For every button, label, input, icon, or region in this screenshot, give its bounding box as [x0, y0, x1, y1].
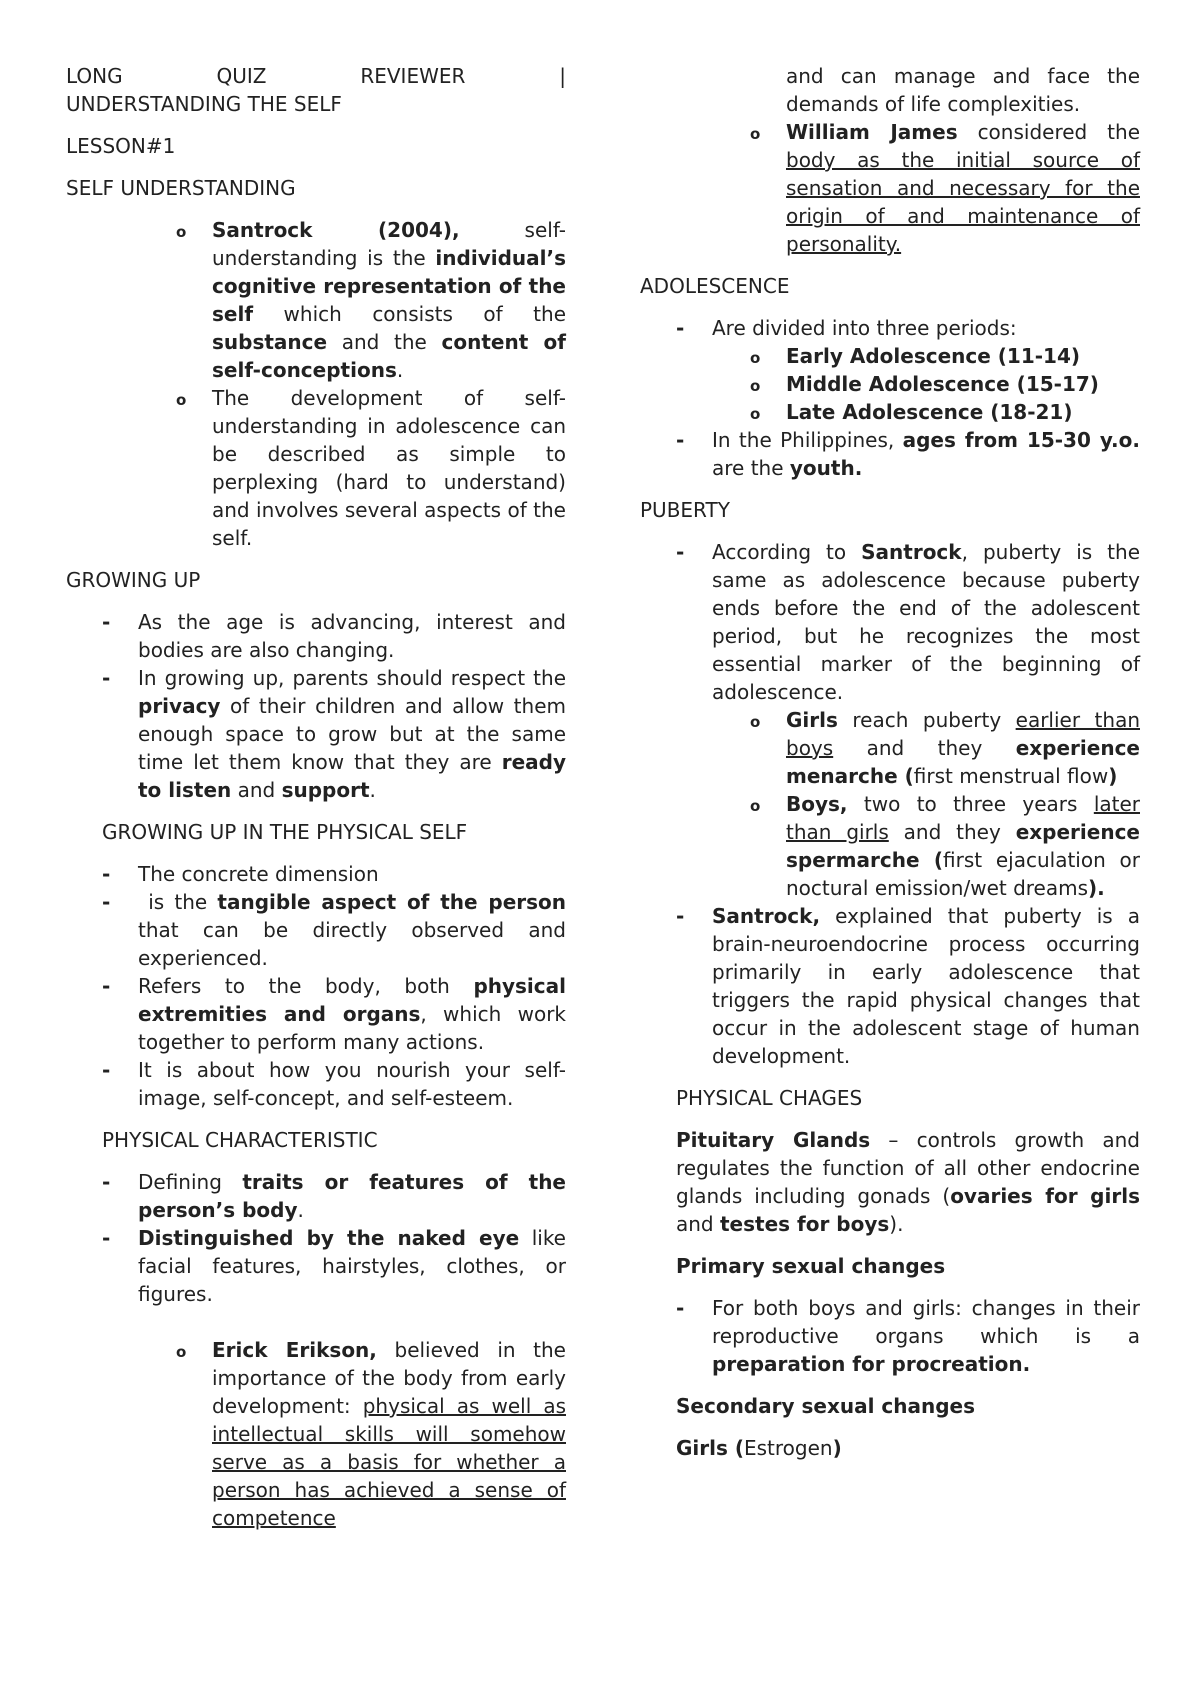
list-item: o Erick Erikson, believed in the importance of the body from early development: physical as well as intellectual skills will somehow serve as a basis for whether a person has achieved a sense of competence	[176, 1338, 566, 1530]
list-item: - The concrete dimension	[102, 862, 379, 886]
section-heading-growing-up: GROWING UP	[66, 568, 201, 592]
section-heading-physical-changes: PHYSICAL CHAGES	[676, 1086, 863, 1110]
list-item: - Are divided into three periods: o Early Adolescence (11-14) o Middle Adolescence (15-17) o Late Adolescence (18-21)	[640, 314, 1140, 426]
puberty-list	[640, 538, 1140, 1070]
primary-changes-list	[640, 1294, 1140, 1378]
right-column	[640, 62, 1140, 1476]
title-word: LONG	[66, 64, 123, 88]
growing-up-list	[66, 608, 566, 804]
list-item: o Late Adolescence (18-21)	[712, 398, 1140, 426]
title-word: REVIEWER	[360, 64, 466, 88]
circle-bullet-icon: o	[750, 349, 761, 367]
list-item: - Defining traits or features of the person’s body.	[102, 1170, 566, 1222]
erikson-list	[66, 1336, 566, 1532]
list-item: - is the tangible aspect of the person that can be directly observed and experienced.	[102, 890, 566, 970]
list-item: o Boys, two to three years later than girls and they experience spermarche (first ejaculation or noctural emission/wet dreams).	[750, 792, 1140, 900]
pituitary-paragraph: Pituitary Glands – controls growth and regulates the function of all other endocrine glands including gonads (ovaries for girls and testes for boys).	[676, 1128, 1140, 1236]
dash-bullet-icon: -	[102, 974, 111, 998]
dash-bullet-icon: -	[102, 666, 111, 690]
circle-bullet-icon: o	[750, 405, 761, 423]
dash-bullet-icon: -	[676, 1296, 685, 1320]
dash-bullet-icon: -	[102, 1058, 111, 1082]
list-item: - For both boys and girls: changes in their reproductive organs which is a preparation for procreation.	[676, 1296, 1140, 1376]
section-heading-adolescence: ADOLESCENCE	[640, 274, 790, 298]
dash-bullet-icon: -	[102, 890, 111, 914]
physical-characteristic-list	[66, 1168, 566, 1308]
physical-self-list	[66, 860, 566, 1112]
left-column	[66, 62, 566, 1546]
dash-bullet-icon: -	[676, 904, 685, 928]
james-underlined-text: body as the initial source of sensation and necessary for the origin of and maintenance of personality.	[786, 148, 1140, 256]
doc-title-line1	[66, 62, 566, 90]
section-heading-physical-self: GROWING UP IN THE PHYSICAL SELF	[102, 820, 468, 844]
erikson-continued-list	[640, 62, 1140, 258]
list-item: - According to Santrock, puberty is the same as adolescence because puberty ends before the end of the adolescent period, but he recognizes the most essential marker of the beginning of adolescence. o Girls reach puberty earlier than boys and they experience menarche (first menstrual flow) o Boys, two to three years later than girls and they experience spermarche (first ejaculation or noctural emission/wet dreams).	[676, 540, 1140, 900]
circle-bullet-icon: o	[750, 125, 761, 143]
title-word: |	[559, 64, 567, 88]
list-item: - In growing up, parents should respect the privacy of their children and allow them enough space to grow but at the same time let them know that they are ready to listen and support.	[102, 666, 566, 802]
dash-bullet-icon: -	[102, 862, 111, 886]
list-item: o The development of self-understanding in adolescence can be described as simple to perplexing (hard to understand) and involves several aspects of the self.	[176, 386, 566, 550]
list-item: o William James considered the body as the initial source of sensation and necessary for the origin of and maintenance of personality.	[750, 120, 1140, 256]
dash-bullet-icon: -	[102, 610, 111, 634]
adolescence-list	[640, 314, 1140, 482]
girls-estrogen-heading: Girls (Estrogen)	[676, 1436, 842, 1460]
list-item: - Refers to the body, both physical extremities and organs, which work together to perform many actions.	[102, 974, 566, 1054]
adolescence-periods-list	[712, 342, 1140, 426]
list-item: o Santrock (2004), self-understanding is the individual’s cognitive representation of the self which consists of the substance and the content of self-conceptions.	[176, 218, 566, 382]
list-item: - In the Philippines, ages from 15-30 y.o. are the youth.	[676, 428, 1140, 480]
dash-bullet-icon: -	[676, 316, 685, 340]
list-item: o Early Adolescence (11-14)	[712, 342, 1140, 370]
section-heading-puberty: PUBERTY	[640, 498, 730, 522]
section-heading-physical-characteristic: PHYSICAL CHARACTERISTIC	[102, 1128, 378, 1152]
circle-bullet-icon: o	[176, 223, 187, 241]
puberty-sub-list	[712, 706, 1140, 902]
title-word: QUIZ	[216, 64, 267, 88]
list-item: o Girls reach puberty earlier than boys and they experience menarche (first menstrual flow)	[750, 708, 1140, 788]
primary-sexual-changes-heading: Primary sexual changes	[676, 1254, 946, 1278]
list-item: - Santrock, explained that puberty is a brain-neuroendocrine process occurring primarily in early adolescence that triggers the rapid physical changes that occur in the adolescent stage of human development.	[676, 904, 1140, 1068]
dash-bullet-icon: -	[102, 1226, 111, 1250]
dash-bullet-icon: -	[676, 540, 685, 564]
list-item: - As the age is advancing, interest and bodies are also changing.	[102, 610, 566, 662]
doc-title-line2: UNDERSTANDING THE SELF	[66, 92, 342, 116]
circle-bullet-icon: o	[750, 797, 761, 815]
circle-bullet-icon: o	[750, 377, 761, 395]
secondary-sexual-changes-heading: Secondary sexual changes	[676, 1394, 976, 1418]
dash-bullet-icon: -	[676, 428, 685, 452]
lesson-label: LESSON#1	[66, 134, 176, 158]
circle-bullet-icon: o	[176, 1343, 187, 1361]
list-item: - Distinguished by the naked eye like facial features, hairstyles, clothes, or figures.	[102, 1226, 566, 1306]
circle-bullet-icon: o	[176, 391, 187, 409]
list-item: o Middle Adolescence (15-17)	[712, 370, 1140, 398]
circle-bullet-icon: o	[750, 713, 761, 731]
dash-bullet-icon: -	[102, 1170, 111, 1194]
self-understanding-list	[66, 216, 566, 552]
erikson-underlined-text: physical as well as intellectual skills will somehow serve as a basis for whether a person has achieved a sense of competence	[212, 1394, 566, 1530]
list-item: and can manage and face the demands of life complexities.	[786, 64, 1140, 116]
section-heading-self-understanding: SELF UNDERSTANDING	[66, 176, 296, 200]
list-item: - It is about how you nourish your self-image, self-concept, and self-esteem.	[102, 1058, 566, 1110]
